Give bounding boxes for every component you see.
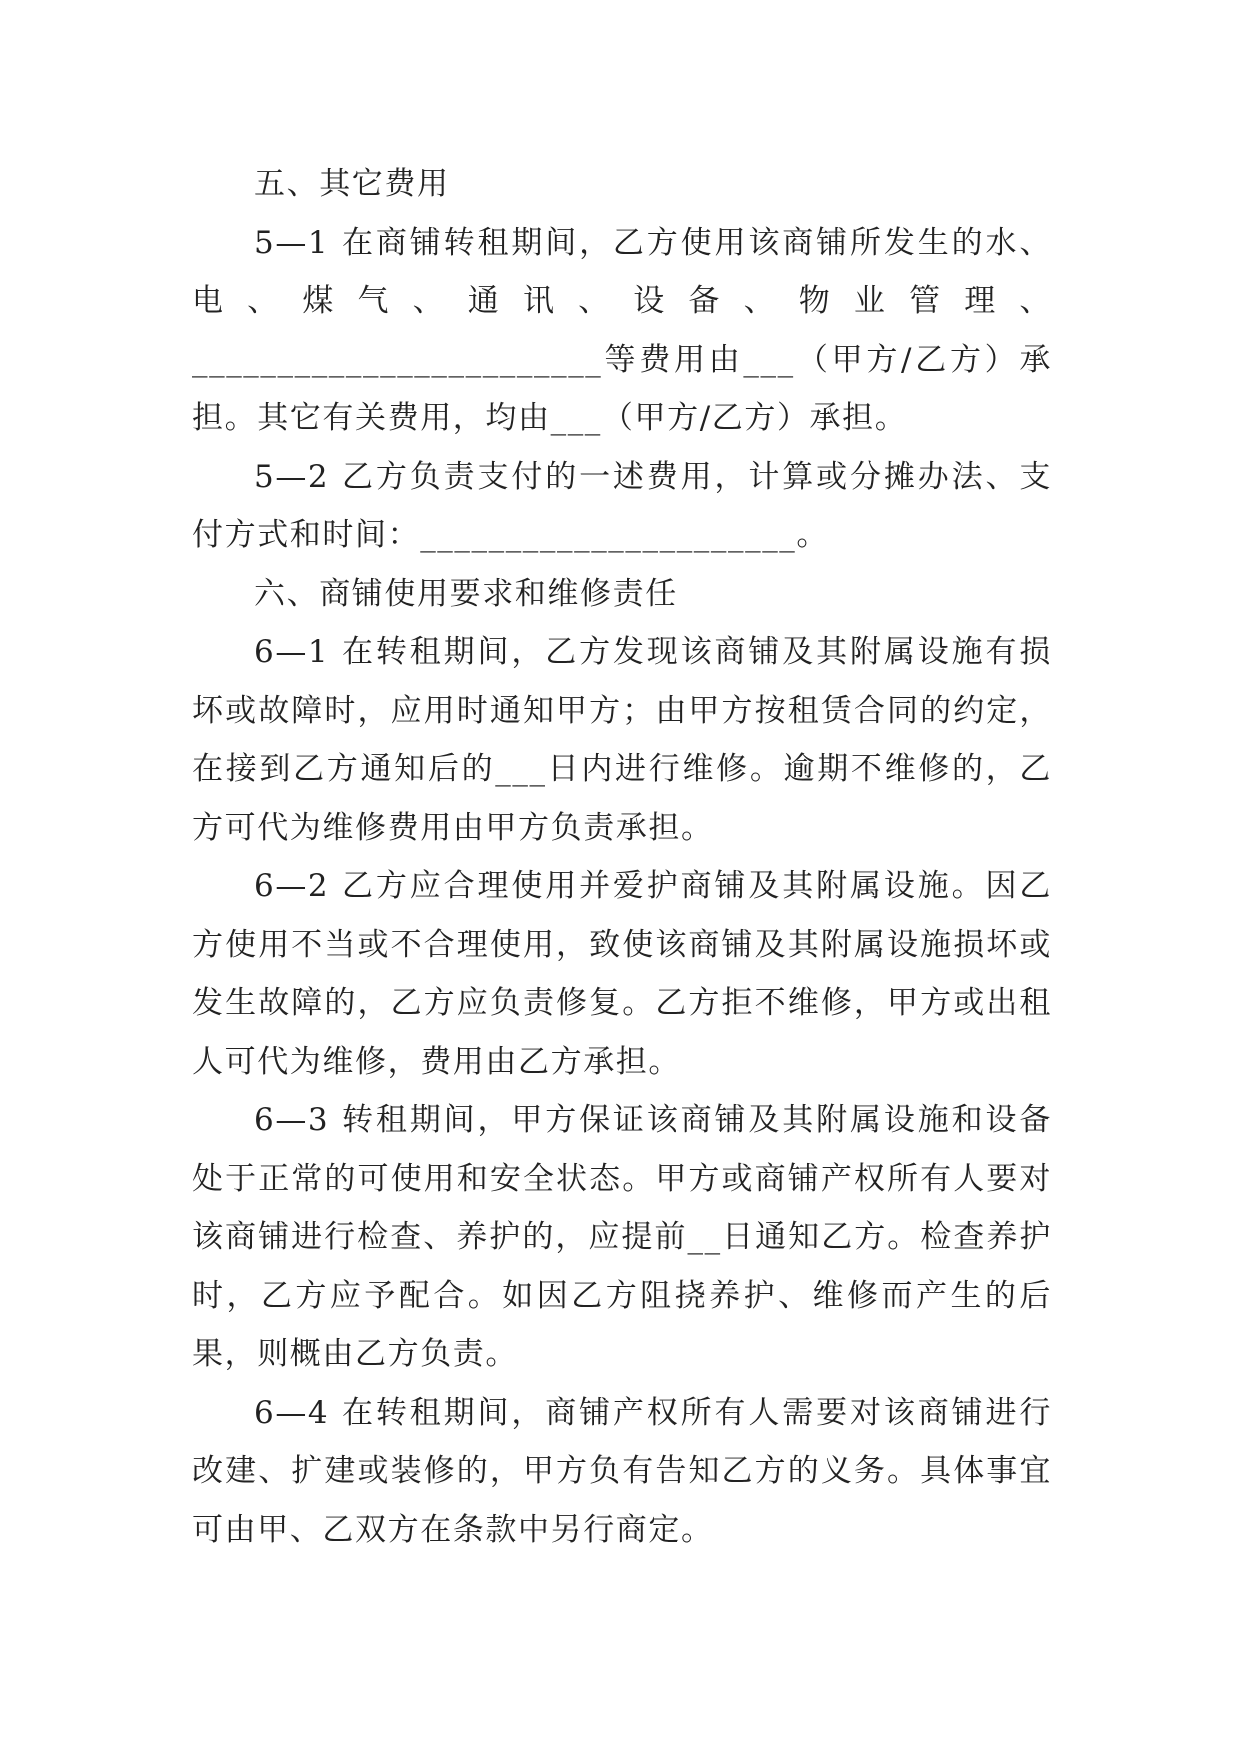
section-heading-other-fees: 五、其它费用: [254, 166, 450, 202]
clause-5-1: 5—1 在商铺转租期间，乙方使用该商铺所发生的水、电、煤气、通讯、设备、物业管理、________________________等费用由___（甲方/乙方）承担。其它有关费用，均由___（甲方/乙方）承担。: [192, 224, 1052, 436]
document-body: [192, 155, 1052, 1559]
clause-6-3: 6—3 转租期间，甲方保证该商铺及其附属设施和设备处于正常的可使用和安全状态。甲方或商铺产权所有人要对该商铺进行检查、养护的，应提前__日通知乙方。检查养护时，乙方应予配合。如因乙方阻挠养护、维修而产生的后果，则概由乙方负责。: [192, 1102, 1052, 1372]
clause-6-1: 6—1 在转租期间，乙方发现该商铺及其附属设施有损坏或故障时，应用时通知甲方；由甲方按租赁合同的约定，在接到乙方通知后的___日内进行维修。逾期不维修的，乙方可代为维修费用由甲方负责承担。: [192, 634, 1052, 846]
clause-6-2: 6—2 乙方应合理使用并爱护商铺及其附属设施。因乙方使用不当或不合理使用，致使该商铺及其附属设施损坏或发生故障的，乙方应负责修复。乙方拒不维修，甲方或出租人可代为维修，费用由乙方承担。: [192, 868, 1052, 1080]
clause-6-4: 6—4 在转租期间，商铺产权所有人需要对该商铺进行改建、扩建或装修的，甲方负有告知乙方的义务。具体事宜可由甲、乙双方在条款中另行商定。: [192, 1394, 1052, 1548]
clause-5-2: 5—2 乙方负责支付的一述费用，计算或分摊办法、支付方式和时间：______________________。: [192, 458, 1052, 553]
section-heading-usage-maintenance: 六、商铺使用要求和维修责任: [254, 575, 678, 612]
